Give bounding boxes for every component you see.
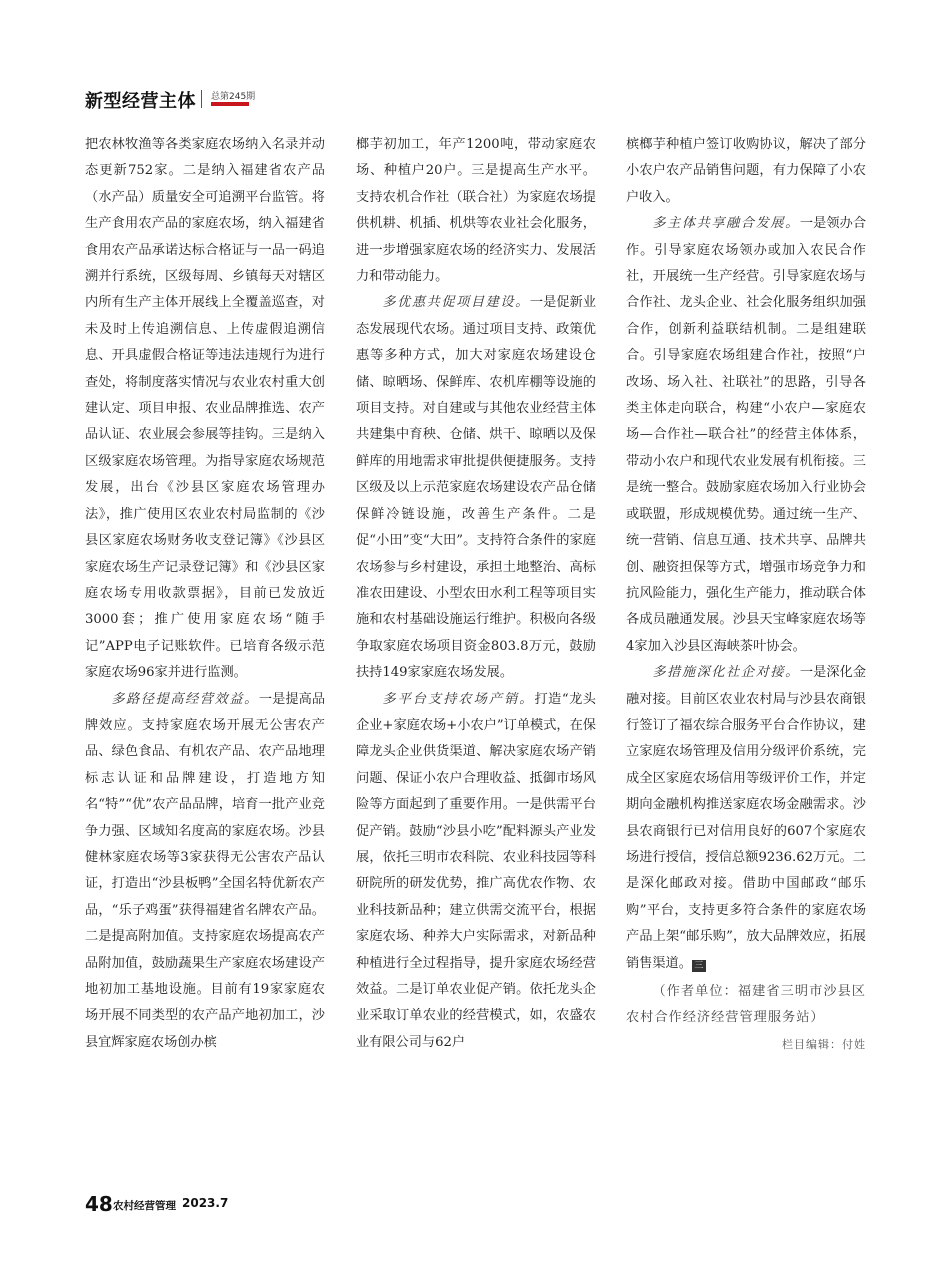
text-column-2 <box>356 132 596 1056</box>
article-end-icon: 三 <box>692 960 706 972</box>
col3-text-0: 槟榔芋种植户签订收购协议，解决了部分小农户农产品销售问题，有力保障了小农户收入。 <box>626 137 866 205</box>
issue-label: 总第245期 <box>211 92 256 102</box>
column-editor: 栏目编辑：付姓 <box>782 1037 866 1051</box>
text-column-1 <box>85 132 325 1056</box>
col3-paragraph-2 <box>626 660 866 977</box>
issue-accent-bar <box>211 102 249 106</box>
paragraph-body: 一是深化金融对接。目前区农业农村局与沙县农商银行签订了福农综合服务平台合作协议，建立家庭农场管理及信用分级评价系统，完成全区家庭农场信用等级评价工作，并定期向金融机构推送家庭农场金融需求。沙县农商银行已对信用良好的607个家庭农场进行授信，授信总额9236.62万元。二是深化邮政对接。借助中国邮政“邮乐购”平台，支持更多符合条件的家庭农场产品上架“邮乐购”，放大品牌效应，拓展销售渠道。 <box>626 665 867 971</box>
author-affiliation: （作者单位：福建省三明市沙县区农村合作经济经营管理服务站） <box>626 984 866 1026</box>
header-divider <box>201 90 202 108</box>
editor-line-wrap <box>626 1032 866 1056</box>
col2-paragraph-1 <box>356 290 596 686</box>
magazine-name: 农村经营管理 <box>113 1200 176 1212</box>
page-footer <box>85 1192 385 1216</box>
col1-text-0: 把农林牧渔等各类家庭农场纳入名录并动态更新752家。二是纳入福建省农产品（水产品）质量安全可追溯平台监管。将生产食用农产品的家庭农场，纳入福建省食用农产品承诺达标合格证与一品一码追溯并行系统，区级每周、乡镇每天对辖区内所有生产主体开展线上全覆盖巡查，对未及时上传追溯信息、上传虚假追溯信息、开具虚假合格证等违法违规行为进行查处，将制度落实情况与农业农村重大创建认定、项目申报、农业品牌推选、农产品认证、农业展会参展等挂钩。三是纳入区级家庭农场管理。为指导家庭农场规范发展，出台《沙县区家庭农场管理办法》，推广使用区农业农村局监制的《沙县区家庭农场财务收支登记簿》《沙县区家庭农场生产记录登记簿》和《沙县区家庭农场专用收款票据》，目前已发放近3000套；推广使用家庭农场“随手记”APP电子记账软件。已培育各级示范家庭农场96家并进行监测。 <box>85 137 325 681</box>
page-number: 48 <box>85 1192 113 1216</box>
paragraph-body: 一是领办合作。引导家庭农场领办或加入农民合作社，开展统一生产经营。引导家庭农场与合作社、龙头企业、社会化服务组织加强合作，创新利益联结机制。二是组建联合。引导家庭农场组建合作社，按照“户改场、场入社、社联社”的思路，引导各类主体走向联合，构建“小农户—家庭农场—合作社—联合社”的经营主体体系，带动小农户和现代农业发展有机衔接。三是统一整合。鼓励家庭农场加入行业协会或联盟，形成规模优势。通过统一生产、统一营销、信息互通、技术共享、品牌共创、融资担保等方式，增强市场竞争力和抗风险能力，强化生产能力，推动联合体各成员融通发展。沙县天宝峰家庭农场等4家加入沙县区海峡茶叶协会。 <box>626 216 867 654</box>
paragraph-body: 一是提高品牌效应。支持家庭农场开展无公害农产品、绿色食品、有机农产品、农产品地理标志认证和品牌建设，打造地方知名“特”“优”农产品品牌，培育一批产业竞争力强、区域知名度高的家庭农场。沙县健林家庭农场等3家获得无公害农产品认证，打造出“沙县板鸭”全国名特优新农产品，“乐子鸡蛋”获得福建省名牌农产品。二是提高附加值。支持家庭农场提高农产品附加值，鼓励蔬果生产家庭农场建设产地初加工基地设施。目前有19家家庭农场开展不同类型的农产品产地初加工，沙县宜辉家庭农场创办槟 <box>85 691 326 1050</box>
col3-paragraph-1 <box>626 211 866 660</box>
page-header <box>85 87 875 117</box>
paragraph-heading: 多优惠共促项目建设。 <box>382 295 530 311</box>
paragraph-body: 打造“龙头企业+家庭农场+小农户”订单模式，在保障龙头企业供货渠道、解决家庭农场产销问题、保证小农户合理收益、抵御市场风险等方面起到了重要作用。一是供需平台促产销。鼓励“沙县小吃”配料源头产业发展，依托三明市农科院、农业科技园等科研院所的研发优势，推广高优农作物、农业科技新品种；建立供需交流平台，根据家庭农场、种养大户实际需求，对新品种种植进行全过程指导，提升家庭农场经营效益。二是订单农业促产销。依托龙头企业采取订单农业的经营模式，如，农盛农业有限公司与62户 <box>356 691 596 1050</box>
paragraph-heading: 多路径提高经营效益。 <box>111 691 259 707</box>
col2-text-0: 榔芋初加工，年产1200吨，带动家庭农场、种植户20户。三是提高生产水平。支持农机合作社（联合社）为家庭农场提供机耕、机插、机烘等农业社会化服务，进一步增强家庭农场的经济实力、发展活力和带动能力。 <box>356 137 596 285</box>
paragraph-body: 一是促新业态发展现代农场。通过项目支持、政策优惠等多种方式，加大对家庭农场建设仓储、晾晒场、保鲜库、农机库棚等设施的项目支持。对自建或与其他农业经营主体共建集中育秧、仓储、烘干、晾晒以及保鲜库的用地需求审批提供便捷服务。支持区级及以上示范家庭农场建设农产品仓储保鲜冷链设施，改善生产条件。二是促“小田”变“大田”。支持符合条件的家庭农场参与乡村建设，承担土地整治、高标准农田建设、小型农田水利工程等项目实施和农村基础设施运行维护。积极向各级争取家庭农场项目资金803.8万元，鼓励扶持149家家庭农场发展。 <box>356 295 597 681</box>
text-column-3 <box>626 132 866 1056</box>
section-title: 新型经营主体 <box>85 91 196 112</box>
paragraph-heading: 多主体共享融合发展。 <box>652 216 800 232</box>
col2-paragraph-2 <box>356 687 596 1057</box>
col1-paragraph-1 <box>85 687 325 1057</box>
paragraph-heading: 多平台支持农场产销。 <box>382 691 535 707</box>
issue-date: 2023.7 <box>182 1196 229 1210</box>
paragraph-heading: 多措施深化社企对接。 <box>652 665 800 681</box>
